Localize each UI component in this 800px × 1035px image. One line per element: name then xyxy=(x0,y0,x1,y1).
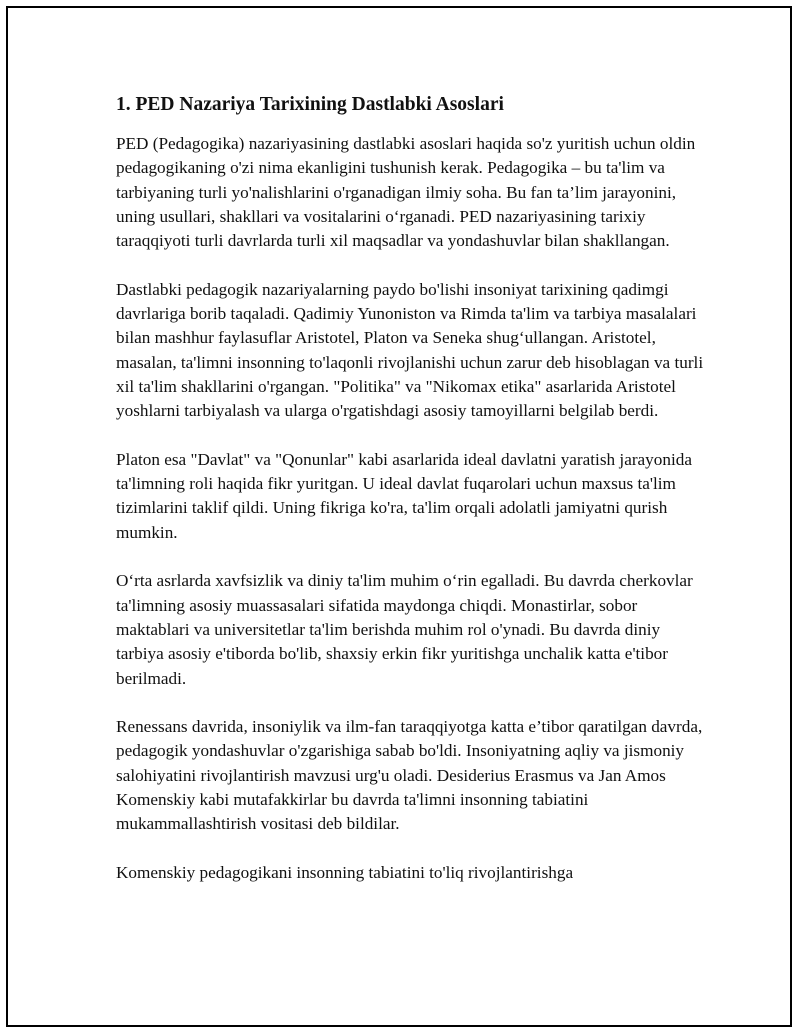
paragraph-ancient: Dastlabki pedagogik nazariyalarning paydo bo'lishi insoniyat tarixining qadimgi davrlariga borib taqaladi. Qadimiy Yunoniston va Rimda ta'lim va tarbiya masalalari bilan mashhur faylasuflar Aristotel, Platon va Seneka shug‘ullangan. Aristotel, masalan, ta'limni insonning to'laqonli rivojlanishi uchun zarur deb hisoblagan va turli xil ta'lim shakllarini o'rgangan. "Politika" va "Nikomax etika" asarlarida Aristotel yoshlarni tarbiyalash va ularga o'rgatishdagi asosiy tamoyillarni belgilab berdi. xyxy=(116,279,704,421)
document-body xyxy=(116,92,706,910)
paragraph-intro: PED (Pedagogika) nazariyasining dastlabki asoslari haqida so'z yuritish uchun oldin pedagogikaning o'zi nima ekanligini tushunish kerak. Pedagogika – bu ta'lim va tarbiyaning turli yo'nalishlarini o'rganadigan ilmiy soha. Bu fan ta’lim jarayonini, uning usullari, shakllari va vositalarini o‘rganadi. PED nazariyasining tarixiy taraqqiyoti turli davrlarda turli xil maqsadlar va yondashuvlar bilan shakllangan. xyxy=(116,134,696,251)
paragraph-middle-ages: O‘rta asrlarda xavfsizlik va diniy ta'lim muhim o‘rin egalladi. Bu davrda cherkovlar ta'limning asosiy muassasalari sifatida maydonga chiqdi. Monastirlar, sobor maktablari va universitetlar ta'lim berishda muhim rol o'ynadi. Bu davrda diniy tarbiya asosiy e'tiborda bo'lib, shaxsiy erkin fikr yuritishga unchalik katta e'tibor berilmadi. xyxy=(116,571,693,688)
paragraph-renaissance: Renessans davrida, insoniylik va ilm-fan taraqqiyotga katta e’tibor qaratilgan davrda, pedagogik yondashuvlar o'zgarishiga sabab bo'ldi. Insoniyatning aqliy va jismoniy salohiyatini rivojlantirish mavzusi urg'u oladi. Desiderius Erasmus va Jan Amos Komenskiy kabi mutafakkirlar bu davrda ta'limni insonning tabiatini mukammallashtirish vositasi deb bildilar. xyxy=(116,717,703,834)
paragraph-komenskiy: Komenskiy pedagogikani insonning tabiatini to'liq rivojlantirishga xyxy=(116,862,574,882)
section-title: 1. PED Nazariya Tarixining Dastlabki Asoslari xyxy=(116,94,504,115)
paragraph-platon: Platon esa "Davlat" va "Qonunlar" kabi asarlarida ideal davlatni yaratish jarayonida ta'limning roli haqida fikr yuritgan. U ideal davlat fuqarolari uchun maxsus ta'lim tizimlarini taklif qildi. Uning fikriga ko'ra, ta'lim orqali adolatli jamiyatni qurish mumkin. xyxy=(116,449,692,542)
